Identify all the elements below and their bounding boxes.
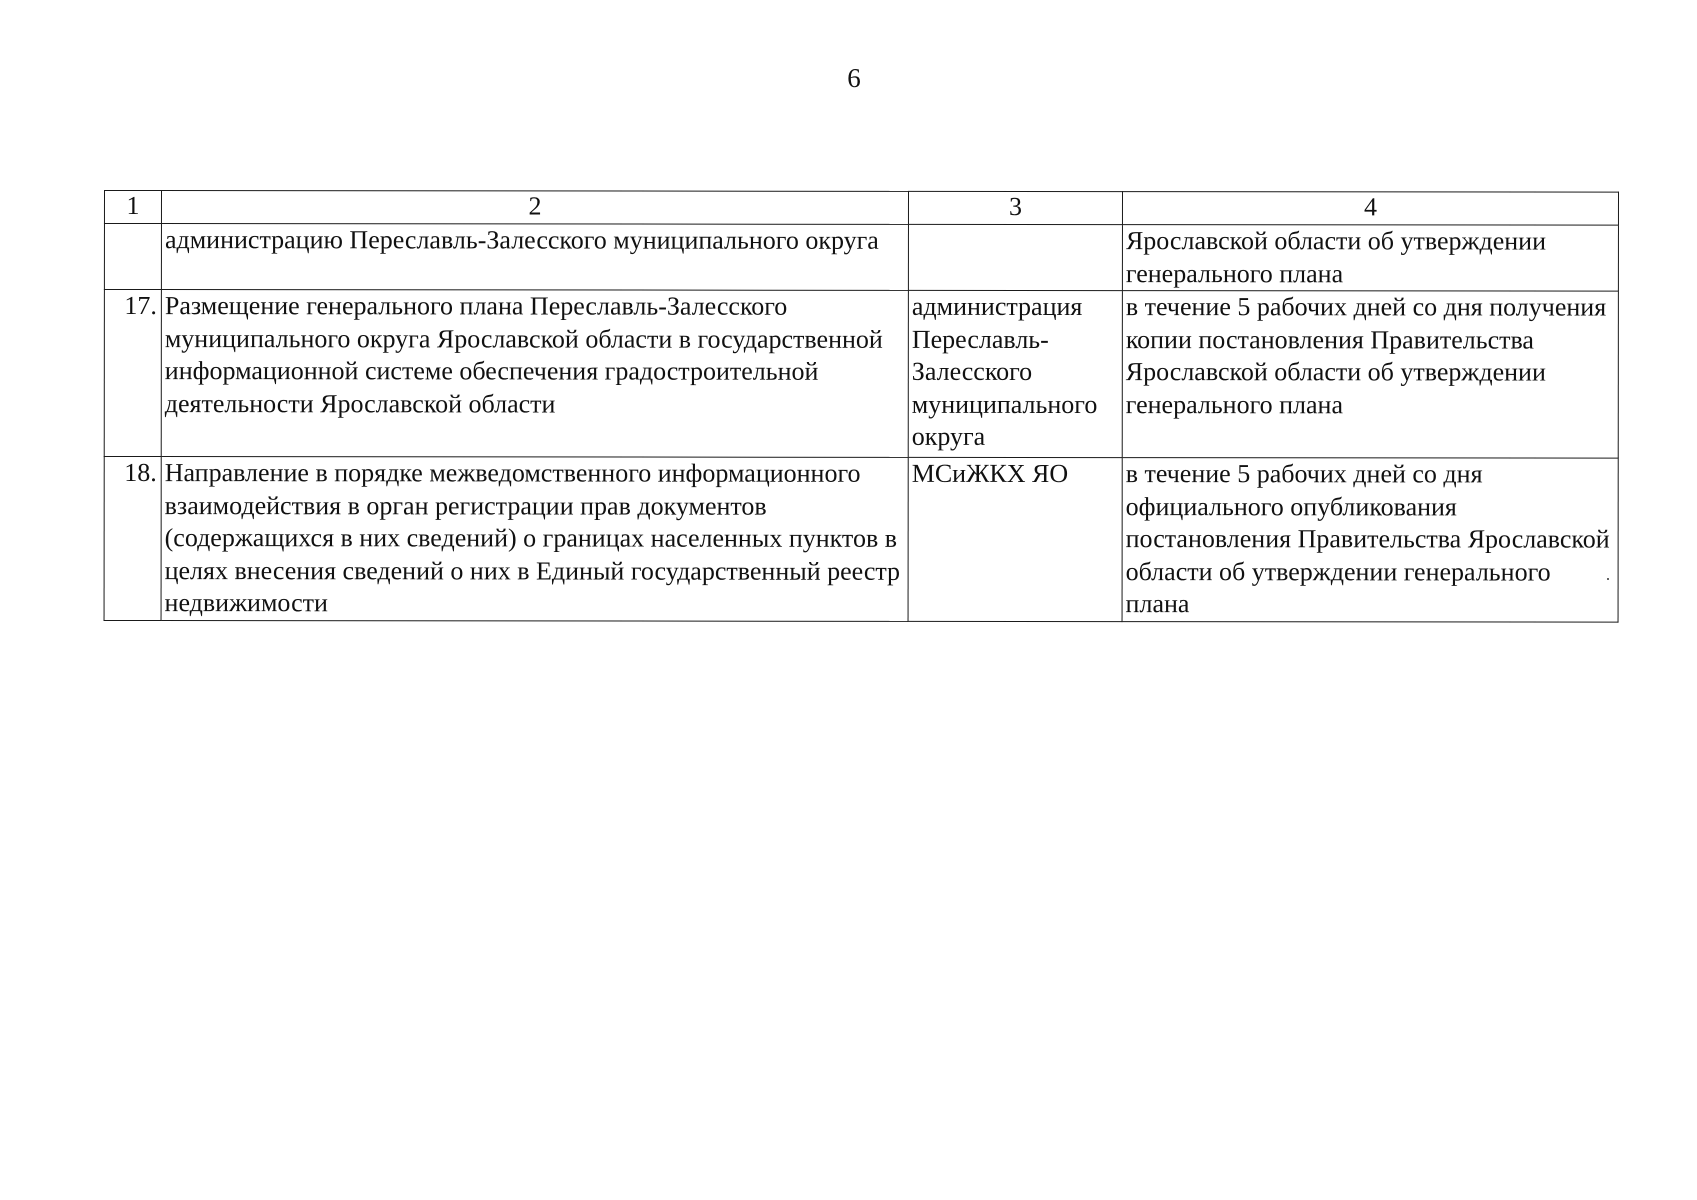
deadline-cell [1122, 225, 1618, 292]
scan-speck [1607, 578, 1609, 580]
column-header-3: 3 [908, 191, 1122, 224]
column-header-2: 2 [161, 191, 908, 225]
task-cell [161, 224, 908, 291]
row-number [104, 224, 161, 290]
responsible-cell [908, 457, 1122, 621]
table-header-row [104, 191, 1618, 226]
table-row [104, 290, 1618, 459]
page-number: 6 [847, 63, 861, 93]
deadline-text: в течение 5 рабочих дней со дня получения копии постановления Правительства Ярославской области об утверждении генерального плана [1125, 292, 1607, 419]
row-number: 17. [104, 290, 161, 457]
column-header-1: 1 [104, 191, 161, 224]
task-text: администрацию Переславль-Залесского муниципального округа [164, 225, 879, 255]
deadline-cell [1122, 458, 1618, 623]
responsible-text: администрация Переславль-Залесского муниципального округа [911, 291, 1098, 451]
task-cell [161, 457, 908, 622]
responsible-cell [908, 224, 1122, 290]
column-header-4: 4 [1122, 192, 1618, 226]
table-row [104, 457, 1618, 623]
task-cell [161, 290, 908, 458]
responsible-text: МСиЖКХ ЯО [911, 458, 1069, 489]
deadline-cell [1122, 291, 1618, 459]
plan-table [104, 190, 1619, 623]
deadline-text: Ярославской области об утверждении генерального плана [1125, 226, 1547, 288]
task-text: Размещение генерального плана Переславль-Залесского муниципального округа Ярославской области в государственной информационной системе обеспечения градостроительной деятельности Ярославской области [164, 291, 883, 418]
row-number: 18. [104, 457, 161, 621]
table-row [104, 224, 1618, 292]
responsible-cell [908, 290, 1122, 457]
task-text: Направление в порядке межведомственного информационного взаимодействия в орган регистрации прав документов (содержащихся в них сведений) о границах населенных пунктов в целях внесения сведений о них в Единый государственный реестр недвижимости [164, 458, 901, 618]
deadline-text: в течение 5 рабочих дней со дня официального опубликования постановления Правительства Ярославской области об утверждении генерального плана [1125, 459, 1610, 619]
